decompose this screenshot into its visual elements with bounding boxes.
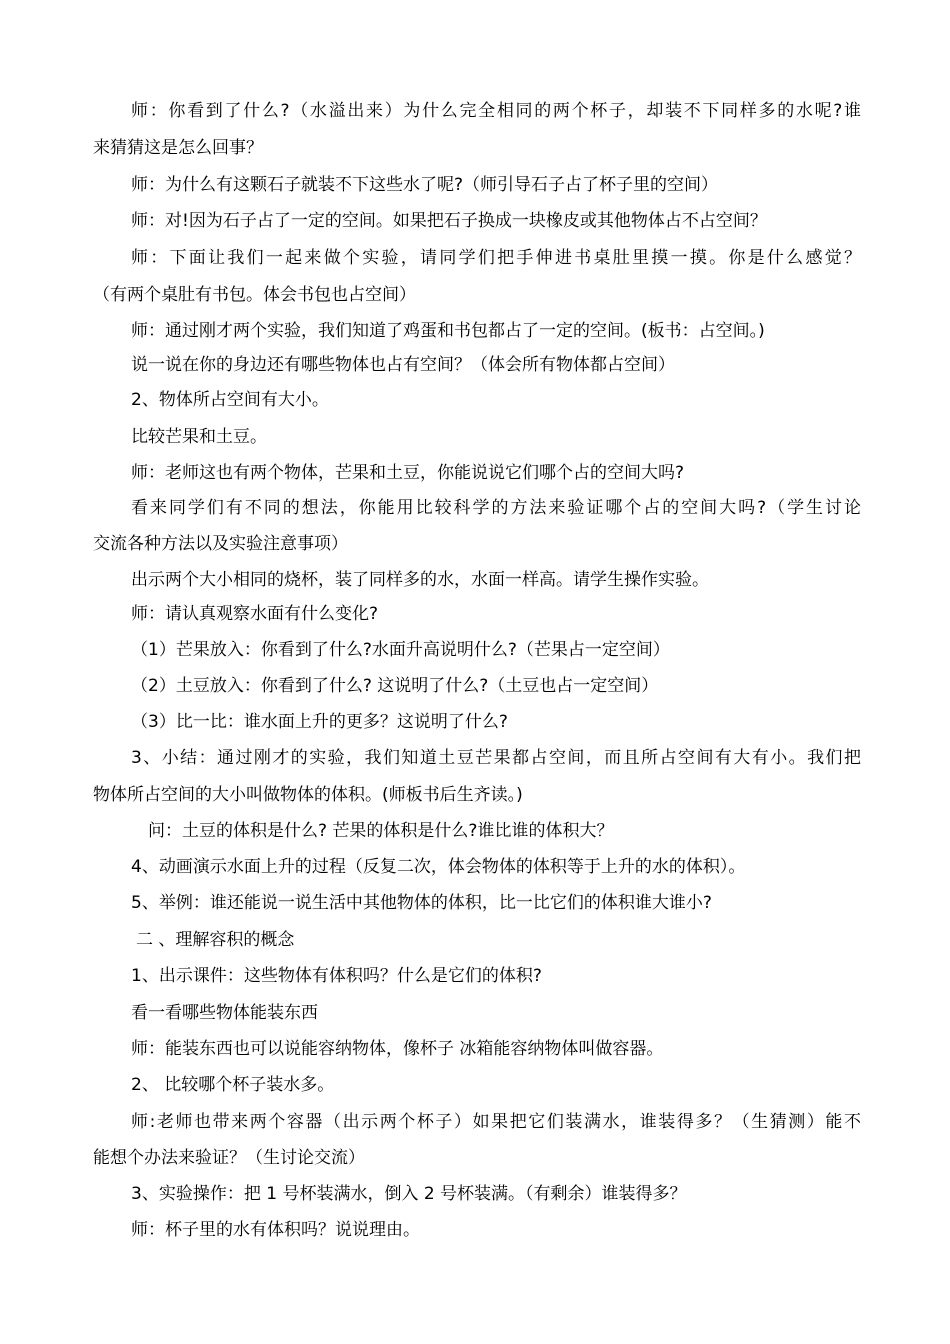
- paragraph-line: 出示两个大小相同的烧杯，装了同样多的水，水面一样高。请学生操作实验。: [131, 570, 709, 590]
- paragraph-line: 能想个办法来验证？（生讨论交流）: [93, 1148, 365, 1168]
- paragraph-line: 师：能装东西也可以说能容纳物体，像杯子 冰箱能容纳物体叫做容器。: [131, 1039, 664, 1059]
- paragraph-line: 看来同学们有不同的想法，你能用比较科学的方法来验证哪个占的空间大吗?（学生讨论: [131, 498, 861, 518]
- paragraph-line: 师：请认真观察水面有什么变化?: [131, 604, 379, 624]
- paragraph-line: 师：为什么有这颗石子就装不下这些水了呢?（师引导石子占了杯子里的空间）: [131, 175, 719, 195]
- paragraph-line: 来猜猜这是怎么回事？: [93, 138, 263, 158]
- list-item: （1）芒果放入：你看到了什么?水面升高说明什么?（芒果占一定空间）: [131, 640, 670, 660]
- list-item: （3）比一比：谁水面上升的更多？这说明了什么?: [131, 712, 508, 732]
- paragraph-line: 问：土豆的体积是什么? 芒果的体积是什么?谁比谁的体积大？: [148, 821, 614, 841]
- paragraph-line: 4、动画演示水面上升的过程（反复二次，体会物体的体积等于上升的水的体积）。: [131, 857, 746, 877]
- paragraph-line: 看一看哪些物体能装东西: [131, 1003, 318, 1023]
- paragraph-line: 师：你看到了什么?（水溢出来）为什么完全相同的两个杯子，却装不下同样多的水呢?谁: [131, 101, 861, 121]
- paragraph-line: 师：通过刚才两个实验，我们知道了鸡蛋和书包都占了一定的空间。(板书：占空间。): [131, 321, 765, 341]
- paragraph-line: 交流各种方法以及实验注意事项）: [93, 534, 348, 554]
- section-heading: 二 、理解容积的概念: [136, 930, 295, 950]
- paragraph-line: 师：对!因为石子占了一定的空间。如果把石子换成一块橡皮或其他物体占不占空间？: [131, 211, 767, 231]
- paragraph-line: 3、小结：通过刚才的实验，我们知道土豆芒果都占空间，而且所占空间有大有小。我们把: [131, 748, 861, 768]
- paragraph-line: 2、 比较哪个杯子装水多。: [131, 1075, 335, 1095]
- paragraph-line: 物体所占空间的大小叫做物体的体积。(师板书后生齐读。): [93, 785, 523, 805]
- paragraph-line: 说一说在你的身边还有哪些物体也占有空间？（体会所有物体都占空间）: [131, 355, 675, 375]
- paragraph-line: 5、举例：谁还能说一说生活中其他物体的体积，比一比它们的体积谁大谁小?: [131, 893, 712, 913]
- section-heading: 2、物体所占空间有大小。: [131, 390, 329, 410]
- paragraph-line: 比较芒果和土豆。: [131, 427, 267, 447]
- paragraph-line: 3、实验操作：把 1 号杯装满水，倒入 2 号杯装满。（有剩余）谁装得多？: [131, 1184, 687, 1204]
- paragraph-line: 师：下面让我们一起来做个实验，请同学们把手伸进书桌肚里摸一摸。你是什么感觉？: [131, 248, 861, 268]
- paragraph-line: 师：老师这也有两个物体，芒果和土豆，你能说说它们哪个占的空间大吗?: [131, 463, 685, 483]
- paragraph-line: 1、出示课件：这些物体有体积吗？什么是它们的体积?: [131, 966, 542, 986]
- paragraph-line: 师：杯子里的水有体积吗？说说理由。: [131, 1220, 420, 1240]
- paragraph-line: 师:老师也带来两个容器（出示两个杯子）如果把它们装满水，谁装得多？（生猜测）能不: [131, 1112, 861, 1132]
- list-item: （2）土豆放入：你看到了什么? 这说明了什么?（土豆也占一定空间）: [131, 676, 659, 696]
- paragraph-line: （有两个桌肚有书包。体会书包也占空间）: [93, 285, 416, 305]
